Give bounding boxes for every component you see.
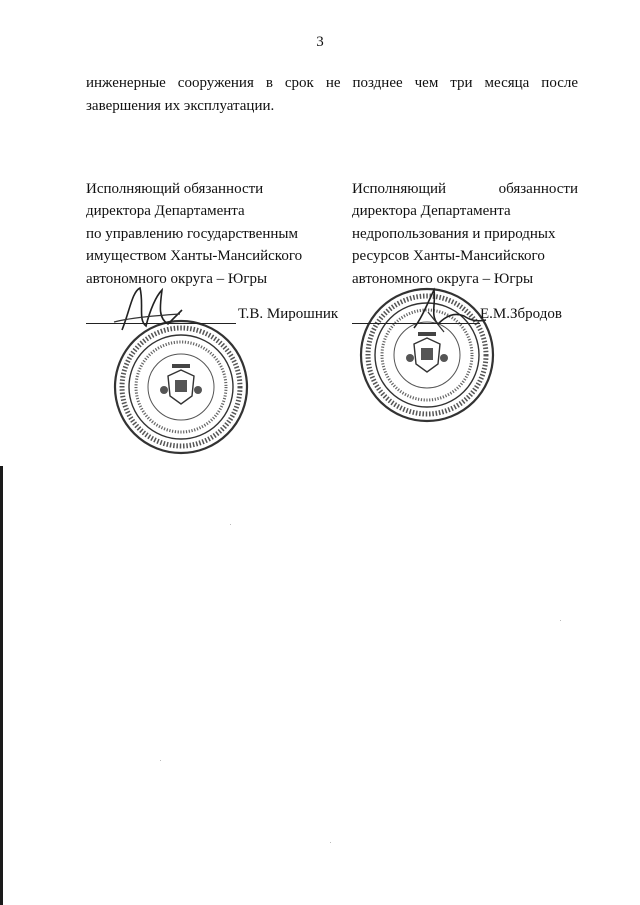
scan-speck — [160, 760, 161, 761]
signatory-right-line-3: недропользования и природных — [352, 225, 556, 242]
body-line-1: инженерные сооружения в срок не позднее чем три месяца после — [86, 75, 578, 91]
signatory-right-line-4: ресурсов Ханты-Мансийского — [352, 248, 545, 265]
left-handwritten-signature — [110, 280, 190, 340]
right-signatory-name: Е.М.Збродов — [480, 306, 562, 322]
left-signatory-name: Т.В. Мирошник — [238, 306, 339, 322]
signatory-left-line-2: директора Департамента — [86, 203, 245, 220]
signatory-left-line-1: Исполняющий обязанности — [86, 181, 264, 197]
left-seal-coat-of-arms — [160, 364, 202, 404]
signatory-left-line-3: по управлению государственным — [86, 225, 298, 242]
scan-speck — [230, 524, 231, 525]
signatory-right-line-5: автономного округа – Югры — [352, 270, 534, 287]
signatory-left-line-5: автономного округа – Югры — [86, 270, 268, 287]
left-signature-line — [86, 323, 236, 324]
scan-speck — [330, 842, 331, 843]
body-paragraph — [86, 72, 578, 118]
right-signature-line — [352, 323, 480, 324]
signatory-left-line-4: имуществом Ханты-Мансийского — [86, 248, 303, 265]
signatory-right-line-2: директора Департамента — [352, 203, 511, 220]
body-line-2: завершения их эксплуатации. — [86, 98, 275, 114]
scan-speck — [560, 620, 561, 621]
signatory-right-line-1: Исполняющий обязанности — [352, 181, 578, 197]
signatory-left-title — [86, 178, 334, 290]
page-number: 3 — [316, 34, 324, 50]
signatory-right-title — [352, 178, 578, 290]
scan-edge-bar — [0, 466, 3, 905]
